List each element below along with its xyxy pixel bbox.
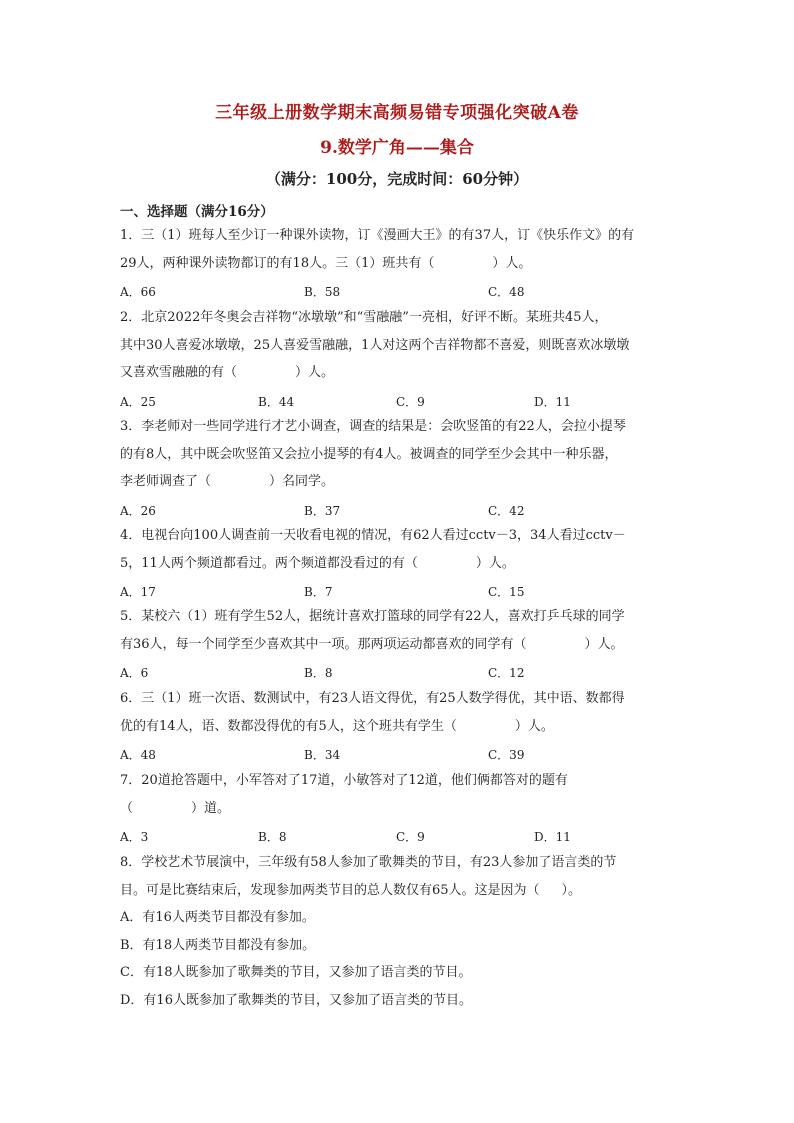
option-c[interactable]: C．42 [488, 503, 525, 518]
question-6 [120, 685, 680, 768]
question-3-line-1: 3．李老师对一些同学进行才艺小调查，调查的结果是：会吹竖笛的有22人，会拉小提琴 [120, 419, 626, 434]
exam-subtitle: 9.数学广角——集合 [320, 138, 474, 158]
option-b[interactable]: B．8 [258, 830, 287, 844]
question-3-line-3: 李老师调查了（ ）名同学。 [120, 474, 335, 489]
option-d[interactable]: D．11 [534, 394, 571, 409]
option-a[interactable]: A．6 [120, 666, 149, 680]
question-7-line-1: 7．20道抢答题中，小军答对了17道，小敏答对了12道，他们俩都答对的题有 [120, 773, 568, 788]
question-3 [120, 413, 680, 523]
question-7-options [120, 822, 680, 850]
option-d[interactable]: D．11 [534, 830, 571, 844]
question-8 [120, 849, 680, 1014]
question-5-line-1: 5．某校六（1）班有学生52人，据统计喜欢打篮球的同学有22人，喜欢打乒乓球的同学 [120, 609, 625, 624]
option-b[interactable]: B．7 [304, 585, 333, 599]
question-7-line-2: （ ）道。 [120, 800, 231, 816]
option-c[interactable]: C．有18人既参加了歌舞类的节目，又参加了语言类的节目。 [120, 965, 472, 980]
option-b[interactable]: B．37 [304, 503, 341, 518]
question-6-line-2: 优的有14人，语、数都没得优的有5人，这个班共有学生（ ）人。 [120, 718, 554, 734]
option-a[interactable]: A．25 [120, 394, 156, 409]
question-6-options [120, 740, 680, 768]
option-c[interactable]: C．12 [488, 666, 525, 680]
option-a[interactable]: A．66 [120, 285, 156, 299]
question-5 [120, 603, 680, 686]
question-2 [120, 304, 680, 414]
section-heading: 一、选择题（满分16分） [120, 204, 274, 220]
question-2-line-1: 2．北京2022年冬奥会吉祥物“冰墩墩”和“雪融融”一亮相，好评不断。某班共45人， [120, 310, 608, 325]
option-a[interactable]: A．48 [120, 748, 156, 762]
option-b[interactable]: B．有18人两类节目都没有参加。 [120, 937, 316, 953]
question-8-line-2: 目。可是比赛结束后，发现参加两类节目的总人数仅有65人。这是因为（ ）。 [120, 882, 582, 898]
question-2-options [120, 387, 680, 415]
question-1-options [120, 277, 680, 305]
question-6-line-1: 6．三（1）班一次语、数测试中，有23人语文得优，有25人数学得优，其中语、数都得 [120, 691, 625, 706]
question-1-line-2: 29人，两种课外读物都订的有18人。三（1）班共有（ ）人。 [120, 255, 532, 271]
question-2-line-2: 其中30人喜爱冰墩墩，25人喜爱雪融融，1人对这两个吉祥物都不喜爱，则既喜欢冰墩墩 [120, 337, 630, 353]
question-2-line-3: 又喜欢雪融融的有（ ）人。 [120, 365, 335, 380]
option-b[interactable]: B．44 [258, 394, 295, 409]
question-5-options [120, 658, 680, 686]
exam-info: （满分：100分，完成时间：60分钟） [265, 170, 529, 188]
option-a[interactable]: A．3 [120, 830, 149, 844]
option-c[interactable]: C．9 [396, 830, 425, 844]
question-3-options [120, 496, 680, 524]
question-8-line-1: 8．学校艺术节展演中，三年级有58人参加了歌舞类的节目，有23人参加了语言类的节 [120, 855, 617, 870]
option-c[interactable]: C．39 [488, 748, 525, 762]
question-1 [120, 222, 680, 305]
option-b[interactable]: B．34 [304, 748, 341, 762]
question-7 [120, 767, 680, 850]
option-c[interactable]: C．48 [488, 285, 525, 299]
option-a[interactable]: A．有16人两类节目都没有参加。 [120, 910, 315, 925]
question-3-line-2: 的有8人，其中既会吹竖笛又会拉小提琴的有4人。被调查的同学至少会其中一种乐器， [120, 446, 618, 462]
question-4-options [120, 577, 680, 605]
option-b[interactable]: B．8 [304, 666, 333, 680]
option-c[interactable]: C．9 [396, 394, 425, 409]
question-4-line-1: 4．电视台向100人调查前一天收看电视的情况，有62人看过cctv－3，34人看过cctv－ [120, 528, 626, 543]
question-4-line-2: 5，11人两个频道都看过。两个频道都没看过的有（ ）人。 [120, 555, 515, 571]
question-5-line-2: 有36人，每一个同学至少喜欢其中一项。那两项运动都喜欢的同学有（ ）人。 [120, 636, 624, 652]
option-b[interactable]: B．58 [304, 285, 341, 299]
option-c[interactable]: C．15 [488, 585, 525, 599]
option-d[interactable]: D．有16人既参加了歌舞类的节目，又参加了语言类的节目。 [120, 992, 472, 1008]
exam-title: 三年级上册数学期末高频易错专项强化突破A卷 [215, 103, 579, 123]
question-4 [120, 522, 680, 605]
option-a[interactable]: A．17 [120, 585, 156, 599]
question-1-line-1: 1．三（1）班每人至少订一种课外读物，订《漫画大王》的有37人，订《快乐作文》的有 [120, 228, 635, 243]
option-a[interactable]: A．26 [120, 503, 156, 518]
